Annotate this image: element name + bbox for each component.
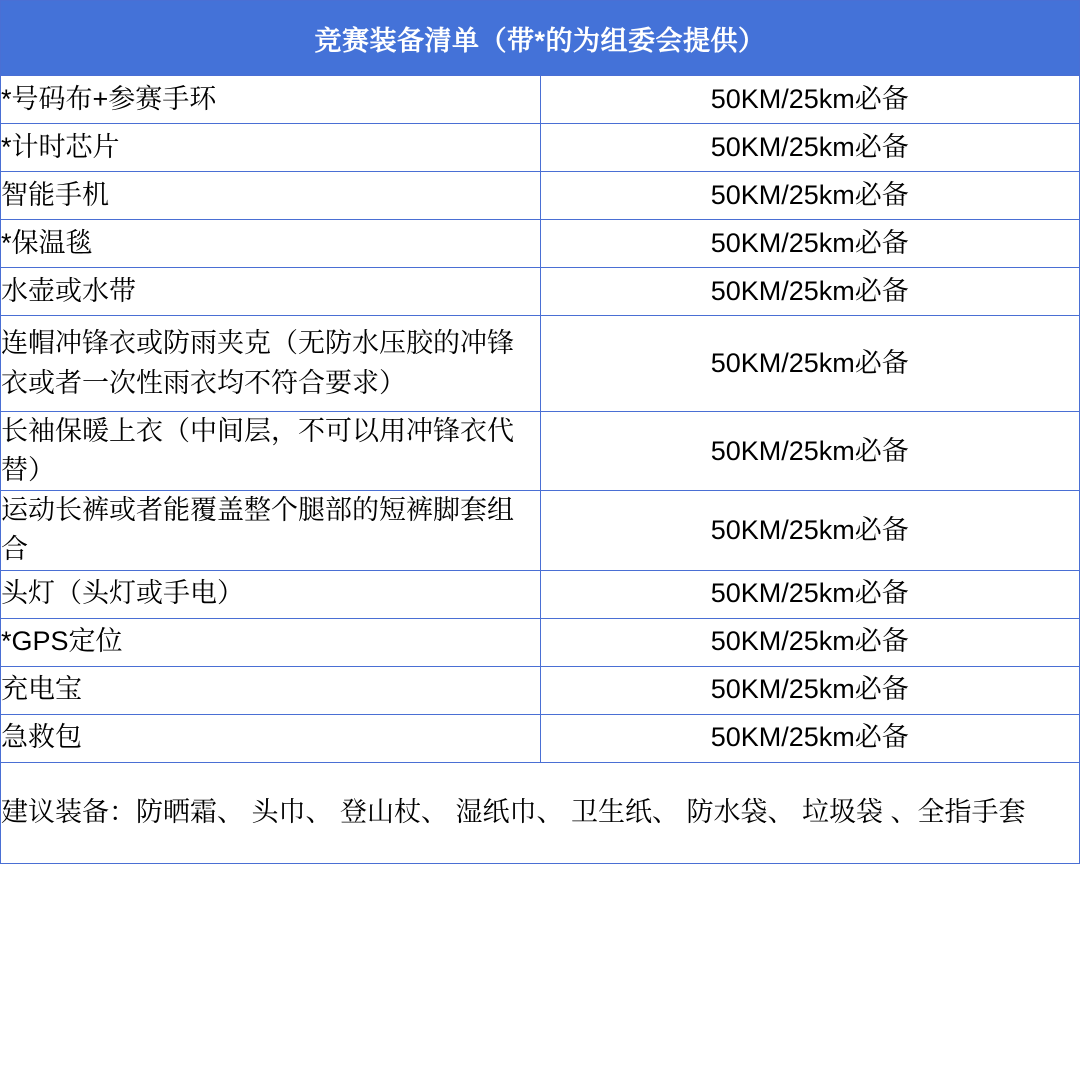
- table-row: [1, 268, 1080, 316]
- table-row: [1, 316, 1080, 412]
- table-row: [1, 76, 1080, 124]
- equipment-item: *GPS定位: [1, 618, 541, 666]
- equipment-item: *计时芯片: [1, 124, 541, 172]
- equipment-item: 连帽冲锋衣或防雨夹克（无防水压胶的冲锋衣或者一次性雨衣均不符合要求）: [1, 316, 541, 412]
- table-note-row: [1, 762, 1080, 863]
- equipment-item: 水壶或水带: [1, 268, 541, 316]
- table-row: [1, 666, 1080, 714]
- recommended-equipment-note: 建议装备：防晒霜、 头巾、 登山杖、 湿纸巾、 卫生纸、 防水袋、 垃圾袋 、全指手套: [1, 762, 1080, 863]
- equipment-item: 运动长裤或者能覆盖整个腿部的短裤脚套组合: [1, 491, 541, 570]
- equipment-item: 头灯（头灯或手电）: [1, 570, 541, 618]
- table-title-row: [1, 1, 1080, 76]
- equipment-item: 长袖保暖上衣（中间层，不可以用冲锋衣代替）: [1, 412, 541, 491]
- table-row: [1, 220, 1080, 268]
- equipment-requirement: 50KM/25km必备: [540, 220, 1080, 268]
- equipment-requirement: 50KM/25km必备: [540, 172, 1080, 220]
- equipment-requirement: 50KM/25km必备: [540, 714, 1080, 762]
- table-row: [1, 172, 1080, 220]
- equipment-item: *号码布+参赛手环: [1, 76, 541, 124]
- table-row: [1, 570, 1080, 618]
- table-row: [1, 491, 1080, 570]
- equipment-item: 急救包: [1, 714, 541, 762]
- table-row: [1, 124, 1080, 172]
- equipment-requirement: 50KM/25km必备: [540, 491, 1080, 570]
- equipment-item: 充电宝: [1, 666, 541, 714]
- equipment-requirement: 50KM/25km必备: [540, 268, 1080, 316]
- equipment-requirement: 50KM/25km必备: [540, 412, 1080, 491]
- equipment-requirement: 50KM/25km必备: [540, 76, 1080, 124]
- equipment-requirement: 50KM/25km必备: [540, 124, 1080, 172]
- equipment-item: *保温毯: [1, 220, 541, 268]
- equipment-requirement: 50KM/25km必备: [540, 316, 1080, 412]
- equipment-requirement: 50KM/25km必备: [540, 618, 1080, 666]
- table-row: [1, 714, 1080, 762]
- table-row: [1, 618, 1080, 666]
- table-title: 竞赛装备清单（带*的为组委会提供）: [1, 1, 1080, 76]
- equipment-item: 智能手机: [1, 172, 541, 220]
- table-row: [1, 412, 1080, 491]
- equipment-requirement: 50KM/25km必备: [540, 666, 1080, 714]
- equipment-requirement: 50KM/25km必备: [540, 570, 1080, 618]
